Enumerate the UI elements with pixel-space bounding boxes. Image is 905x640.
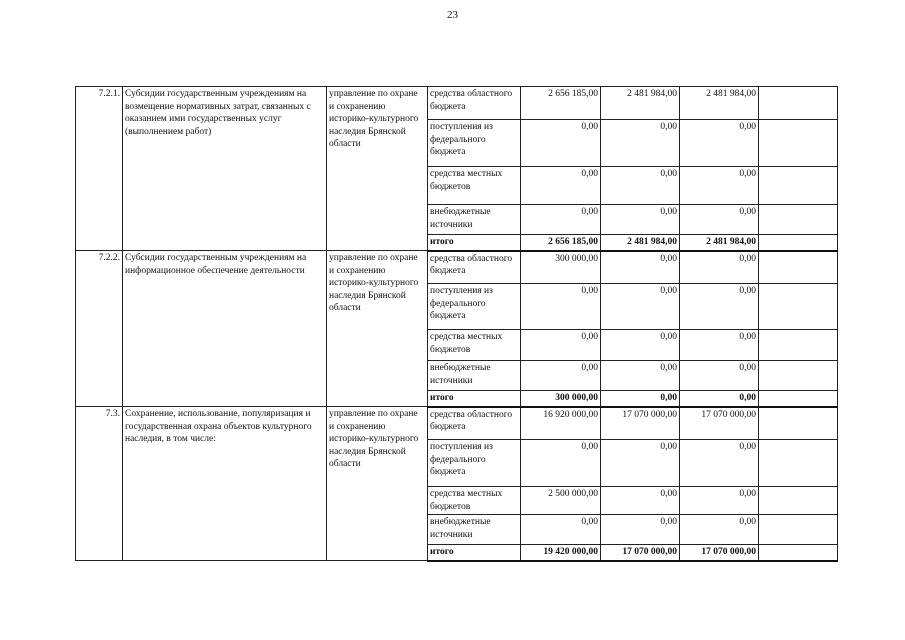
- funding-source: внебюджетные источники: [428, 515, 521, 545]
- empty-cell: [759, 167, 838, 205]
- amount-year-3: 0,00: [680, 330, 759, 361]
- amount-year-2: 0,00: [601, 120, 680, 167]
- amount-year-2: 0,00: [601, 251, 680, 284]
- amount-year-3: 2 481 984,00: [680, 235, 759, 251]
- empty-cell: [759, 251, 838, 284]
- amount-year-3: 0,00: [680, 361, 759, 391]
- amount-year-1: 0,00: [521, 440, 601, 487]
- empty-cell: [759, 235, 838, 251]
- amount-year-1: 0,00: [521, 330, 601, 361]
- funding-source: поступления из федерального бюджета: [428, 284, 521, 330]
- empty-cell: [759, 545, 838, 561]
- item-name: Сохранение, использование, популяризация и государственная охрана объектов культурного наследия, в том числе:: [123, 407, 327, 561]
- amount-year-3: 0,00: [680, 167, 759, 205]
- empty-cell: [759, 515, 838, 545]
- amount-year-1: 19 420 000,00: [521, 545, 601, 561]
- empty-cell: [759, 487, 838, 515]
- amount-year-2: 0,00: [601, 361, 680, 391]
- amount-year-2: 2 481 984,00: [601, 87, 680, 120]
- amount-year-1: 0,00: [521, 361, 601, 391]
- funding-source: средства областного бюджета: [428, 87, 521, 120]
- table-row: [76, 407, 838, 440]
- empty-cell: [759, 361, 838, 391]
- amount-year-3: 0,00: [680, 284, 759, 330]
- amount-year-2: 17 070 000,00: [601, 545, 680, 561]
- funding-source: итого: [428, 235, 521, 251]
- amount-year-2: 0,00: [601, 515, 680, 545]
- funding-source: средства местных бюджетов: [428, 330, 521, 361]
- amount-year-2: 0,00: [601, 284, 680, 330]
- empty-cell: [759, 407, 838, 440]
- amount-year-1: 300 000,00: [521, 251, 601, 284]
- table-row: [76, 251, 838, 284]
- funding-source: итого: [428, 391, 521, 407]
- empty-cell: [759, 330, 838, 361]
- amount-year-3: 0,00: [680, 487, 759, 515]
- funding-source: средства областного бюджета: [428, 407, 521, 440]
- amount-year-1: 0,00: [521, 515, 601, 545]
- empty-cell: [759, 284, 838, 330]
- funding-source: средства местных бюджетов: [428, 487, 521, 515]
- empty-cell: [759, 205, 838, 235]
- amount-year-3: 17 070 000,00: [680, 545, 759, 561]
- funding-source: внебюджетные источники: [428, 361, 521, 391]
- amount-year-2: 0,00: [601, 167, 680, 205]
- item-code: 7.3.: [76, 407, 123, 561]
- empty-cell: [759, 391, 838, 407]
- amount-year-3: 0,00: [680, 205, 759, 235]
- funding-source: поступления из федерального бюджета: [428, 120, 521, 167]
- amount-year-2: 0,00: [601, 487, 680, 515]
- funding-source: средства областного бюджета: [428, 251, 521, 284]
- amount-year-3: 2 481 984,00: [680, 87, 759, 120]
- amount-year-2: 0,00: [601, 440, 680, 487]
- item-code: 7.2.2.: [76, 251, 123, 407]
- item-executor: управление по охране и сохранению историко-культурного наследия Брянской области: [327, 251, 428, 407]
- page-number: 23: [447, 9, 458, 21]
- amount-year-3: 17 070 000,00: [680, 407, 759, 440]
- amount-year-1: 2 500 000,00: [521, 487, 601, 515]
- amount-year-1: 2 656 185,00: [521, 87, 601, 120]
- funding-source: внебюджетные источники: [428, 205, 521, 235]
- amount-year-2: 0,00: [601, 391, 680, 407]
- item-code: 7.2.1.: [76, 87, 123, 251]
- amount-year-3: 0,00: [680, 391, 759, 407]
- amount-year-1: 300 000,00: [521, 391, 601, 407]
- amount-year-1: 0,00: [521, 284, 601, 330]
- table-row: [76, 87, 838, 120]
- item-executor: управление по охране и сохранению историко-культурного наследия Брянской области: [327, 407, 428, 561]
- amount-year-2: 17 070 000,00: [601, 407, 680, 440]
- amount-year-1: 0,00: [521, 120, 601, 167]
- item-executor: управление по охране и сохранению историко-культурного наследия Брянской области: [327, 87, 428, 251]
- item-name: Субсидии государственным учреждениям на информационное обеспечение деятельности: [123, 251, 327, 407]
- funding-source: средства местных бюджетов: [428, 167, 521, 205]
- funding-source: поступления из федерального бюджета: [428, 440, 521, 487]
- amount-year-1: 0,00: [521, 205, 601, 235]
- empty-cell: [759, 440, 838, 487]
- item-name: Субсидии государственным учреждениям на возмещение нормативных затрат, связанных с оказанием ими государственных услуг (выполнением работ): [123, 87, 327, 251]
- amount-year-3: 0,00: [680, 120, 759, 167]
- amount-year-2: 2 481 984,00: [601, 235, 680, 251]
- empty-cell: [759, 87, 838, 120]
- amount-year-3: 0,00: [680, 251, 759, 284]
- amount-year-1: 2 656 185,00: [521, 235, 601, 251]
- empty-cell: [759, 120, 838, 167]
- amount-year-1: 16 920 000,00: [521, 407, 601, 440]
- amount-year-1: 0,00: [521, 167, 601, 205]
- amount-year-3: 0,00: [680, 440, 759, 487]
- amount-year-2: 0,00: [601, 330, 680, 361]
- budget-table: [75, 86, 838, 562]
- funding-source: итого: [428, 545, 521, 561]
- amount-year-3: 0,00: [680, 515, 759, 545]
- amount-year-2: 0,00: [601, 205, 680, 235]
